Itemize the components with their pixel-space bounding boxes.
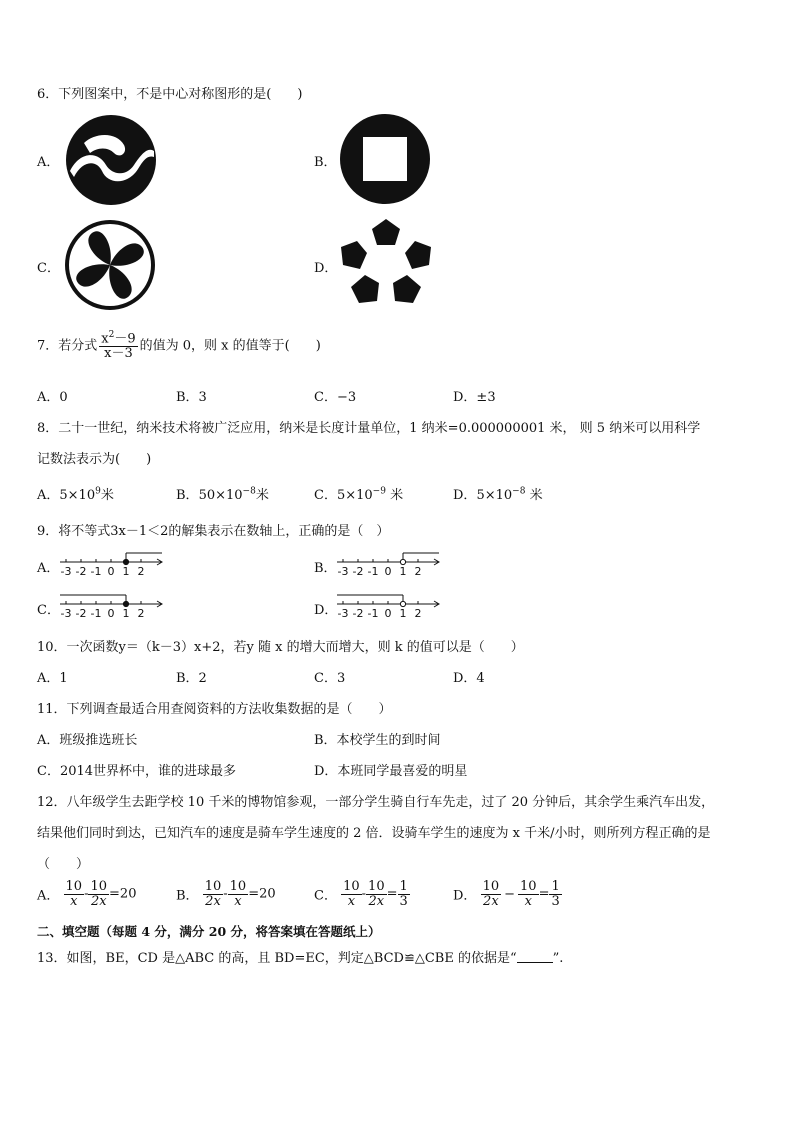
tick-label: -3 [337,607,349,620]
q13-stem: 13．如图，BE，CD 是△ABC 的高，且 BD=EC，判定△BCD≌△CBE 的依据是“ ”. [37,951,564,966]
q11-option-a: A．班级推选班长 [37,733,138,748]
open-endpoint-dot [400,601,405,606]
q6-figure-d [339,217,433,309]
q7-option-b: B．3 [176,390,207,405]
q7-num: 7．若分式 [37,338,98,354]
tick-label: -1 [367,607,379,620]
tick-label: 2 [137,607,145,620]
q6-figure-b [339,113,431,205]
tick-label: 0 [107,607,115,620]
q13-answer-blank[interactable] [517,961,553,963]
q9-label-b: B． [314,561,337,576]
tick-label: 2 [414,607,422,620]
q10-option-d: D．4 [453,671,485,686]
q8-option-d: D．$5\times 10^{-8}$ 米 [453,486,543,503]
q10-option-c: C．3 [314,671,346,686]
tick-label: 1 [122,607,130,620]
q11-option-c: C．2014世界杯中，谁的进球最多 [37,764,237,779]
tick-label: 1 [122,565,130,578]
q11-option-b: B．本校学生的到时间 [314,733,441,748]
q7-denominator: x－3 [104,345,133,361]
q9-numberline-b [335,550,443,578]
q7-stem [37,331,321,361]
tick-label: -1 [367,565,379,578]
tick-label: -1 [90,565,102,578]
q6-label-d: D． [314,261,338,276]
section2-title: 二、填空题（每题 4 分，满分 20 分，将答案填在答题纸上） [37,924,381,939]
q6-label-a: A． [37,155,60,170]
q9-label-a: A． [37,561,60,576]
closed-endpoint-dot [123,559,128,564]
q12-option-c: C． $\frac{10}{x}$ - $\frac{10}{2x}$ = $\frac{1}{3}$ [314,879,408,909]
q12-option-d: D． $\frac{10}{2x}$ − $\frac{10}{x}$ = $\frac{1}{3}$ [453,879,560,909]
q7-numerator-exp: 2 [108,330,115,340]
q9-label-d: D． [314,603,338,618]
q11-option-d: D．本班同学最喜爱的明星 [314,764,468,779]
q10-option-a: A．1 [37,671,68,686]
q7-numerator-rest: －9 [114,331,136,347]
q9-label-c: C． [37,603,60,618]
tick-label: 2 [414,565,422,578]
q6-figure-c [64,219,156,311]
q8-line2: 记数法表示为( ) [37,452,152,467]
q6-label-c: C． [37,261,60,276]
q7-stem-rest: 的值为 0，则 x 的值等于( ) [139,338,321,354]
q8-option-b: B．$50\times 10^{-8}$米 [176,486,269,503]
q8-option-a: A．$5\times 10^9$米 [37,486,114,503]
tick-label: -2 [352,607,364,620]
q9-numberline-d [335,592,443,620]
tick-label: 0 [384,607,392,620]
q8-line1: 8．二十一世纪，纳米技术将被广泛应用，纳米是长度计量单位，1 纳米=0.000000001 米， 则 5 纳米可以用科学 [37,421,701,436]
tick-label: -1 [90,607,102,620]
q11-stem: 11．下列调查最适合用查阅资料的方法收集数据的是（ ） [37,702,392,717]
q6-stem: 6．下列图案中，不是中心对称图形的是( ) [37,87,303,102]
tick-label: 0 [384,565,392,578]
tick-label: -2 [75,607,87,620]
tick-label: -2 [75,565,87,578]
q7-option-c: C．−3 [314,390,357,405]
q8-option-c: C．$5\times 10^{-9}$ 米 [314,486,404,503]
q9-numberline-a [58,550,166,578]
tick-label: -3 [60,565,72,578]
q6-label-b: B． [314,155,337,170]
q12-line3: （ ） [37,857,90,872]
tick-label: 1 [399,565,407,578]
q7-option-a: A．0 [37,390,68,405]
q7-option-d: D．±3 [453,390,496,405]
q12-line1: 12．八年级学生去距学校 10 千米的博物馆参观，一部分学生骑自行车先走，过了 20 分钟后，其余学生乘汽车出发， [37,795,715,810]
tick-label: 2 [137,565,145,578]
q7-numerator: x [101,331,109,347]
q9-stem: 9．将不等式3x－1＜2的解集表示在数轴上，正确的是（ ） [37,524,390,539]
q12-option-a: A． $\frac{10}{x}$ - $\frac{10}{2x}$ =20 [37,879,137,909]
tick-label: 0 [107,565,115,578]
open-endpoint-dot [400,559,405,564]
q10-stem: 10．一次函数y＝（k－3）x+2，若y 随 x 的增大而增大，则 k 的值可以是（ ） [37,640,524,655]
tick-label: -2 [352,565,364,578]
q10-option-b: B．2 [176,671,207,686]
q12-line2: 结果他们同时到达，已知汽车的速度是骑车学生速度的 2 倍．设骑车学生的速度为 x 千米/小时，则所列方程正确的是 [37,826,711,841]
q12-option-b: B． $\frac{10}{2x}$ - $\frac{10}{x}$ =20 [176,879,276,909]
q6-figure-a [64,113,158,207]
q9-numberline-c [58,592,166,620]
closed-endpoint-dot [123,601,128,606]
tick-label: 1 [399,607,407,620]
tick-label: -3 [60,607,72,620]
tick-label: -3 [337,565,349,578]
